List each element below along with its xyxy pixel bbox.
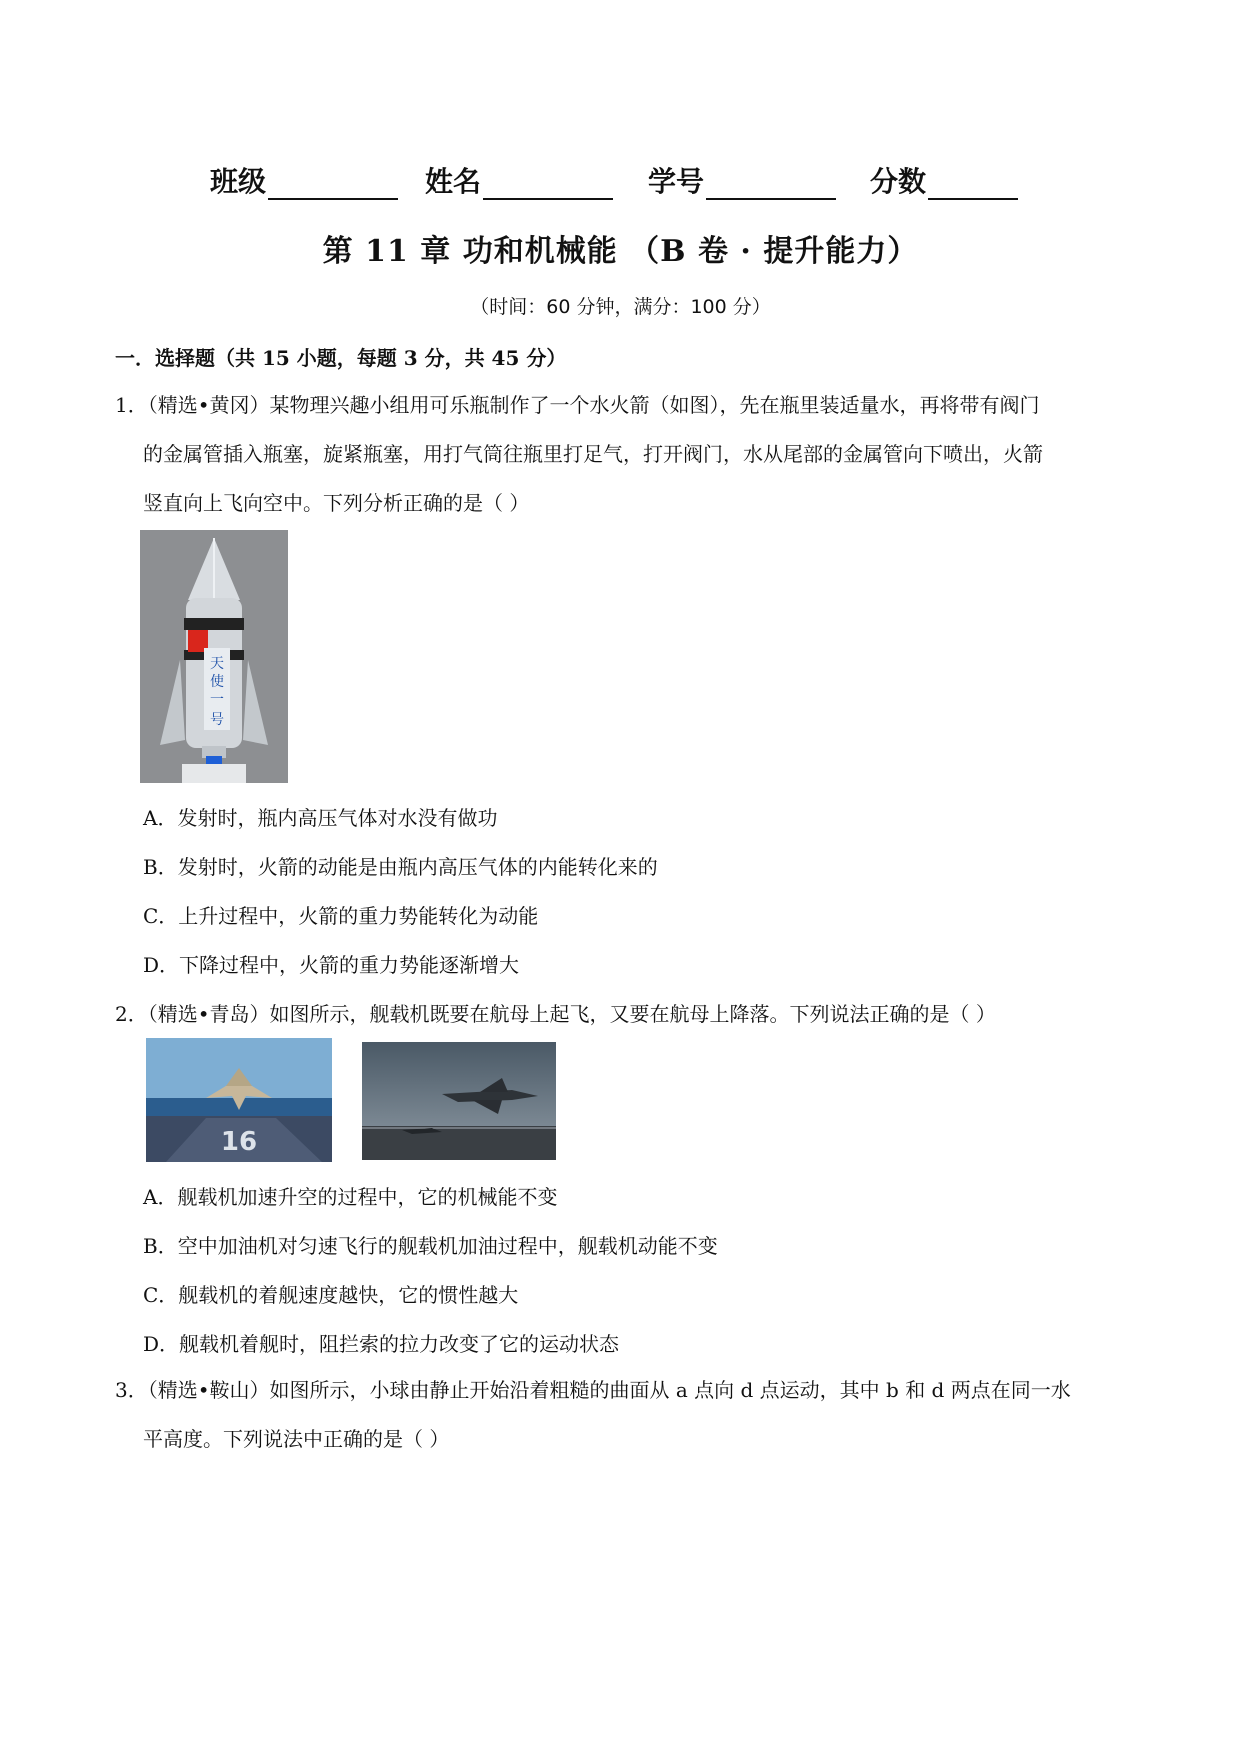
option-a[interactable]: A．舰载机加速升空的过程中，它的机械能不变 (143, 1185, 558, 1209)
question-text-line: （精选•青岛）如图所示，舰载机既要在航母上起飞，又要在航母上降落。下列说法正确的是（ ） (147, 1002, 996, 1026)
water-rocket-illustration (140, 530, 288, 783)
option-c[interactable]: C．上升过程中，火箭的重力势能转化为动能 (143, 904, 539, 928)
question-number: 3． (115, 1378, 148, 1402)
name-blank[interactable] (483, 164, 613, 200)
question-text-line: 竖直向上飞向空中。下列分析正确的是（ ） (143, 491, 530, 515)
student-id-label: 学号 (648, 165, 705, 198)
page-title: 第 11 章 功和机械能 （B 卷 · 提升能力） (322, 234, 919, 269)
question-3 (115, 1366, 1135, 1464)
option-d[interactable]: D．下降过程中，火箭的重力势能逐渐增大 (143, 953, 520, 977)
score-label: 分数 (870, 165, 927, 198)
carrier-landing-image (362, 1042, 556, 1160)
rocket-label-char: 使 (210, 674, 224, 690)
class-blank[interactable] (268, 164, 398, 200)
carrier-takeoff-image (146, 1038, 332, 1162)
carrier-landing-illustration (362, 1042, 556, 1160)
question-number: 2． (115, 1002, 148, 1026)
water-rocket-image (140, 530, 288, 783)
question-text-line: 的金属管插入瓶塞，旋紧瓶塞，用打气筒往瓶里打足气，打开阀门，水从尾部的金属管向下喷出，火箭 (143, 442, 1043, 466)
question-text-line: （精选•黄冈）某物理兴趣小组用可乐瓶制作了一个水火箭（如图），先在瓶里装适量水，再将带有阀门 (147, 393, 1040, 417)
option-d[interactable]: D．舰载机着舰时，阻拦索的拉力改变了它的运动状态 (143, 1332, 620, 1356)
question-number: 1． (115, 393, 148, 417)
option-b[interactable]: B．空中加油机对匀速飞行的舰载机加油过程中，舰载机动能不变 (143, 1234, 718, 1258)
section-heading: 一．选择题（共 15 小题，每题 3 分，共 45 分） (115, 346, 567, 370)
question-text-line: （精选•鞍山）如图所示，小球由静止开始沿着粗糙的曲面从 a 点向 d 点运动，其中 b 和 d 两点在同一水 (147, 1378, 1071, 1402)
score-blank[interactable] (928, 164, 1018, 200)
question-1 (115, 381, 1135, 528)
student-id-field[interactable] (648, 160, 836, 200)
carrier-takeoff-illustration (146, 1038, 332, 1162)
exam-time-info: （时间：60 分钟，满分：100 分） (470, 296, 771, 318)
deck-number: 16 (220, 1127, 258, 1157)
rocket-label-char: 号 (210, 712, 224, 728)
score-field[interactable] (870, 160, 1018, 200)
class-field[interactable] (210, 160, 398, 200)
student-id-blank[interactable] (706, 164, 836, 200)
rocket-label-char: 一 (210, 692, 224, 708)
option-c[interactable]: C．舰载机的着舰速度越快，它的惯性越大 (143, 1283, 519, 1307)
name-label: 姓名 (425, 165, 482, 198)
name-field[interactable] (425, 160, 613, 200)
question-text-line: 平高度。下列说法中正确的是（ ） (143, 1427, 450, 1451)
option-b[interactable]: B．发射时，火箭的动能是由瓶内高压气体的内能转化来的 (143, 855, 658, 879)
class-label: 班级 (210, 165, 267, 198)
option-a[interactable]: A．发射时，瓶内高压气体对水没有做功 (143, 806, 498, 830)
rocket-label-char: 天 (210, 656, 224, 672)
question-2 (115, 990, 1135, 1039)
student-info-header (210, 160, 1140, 206)
